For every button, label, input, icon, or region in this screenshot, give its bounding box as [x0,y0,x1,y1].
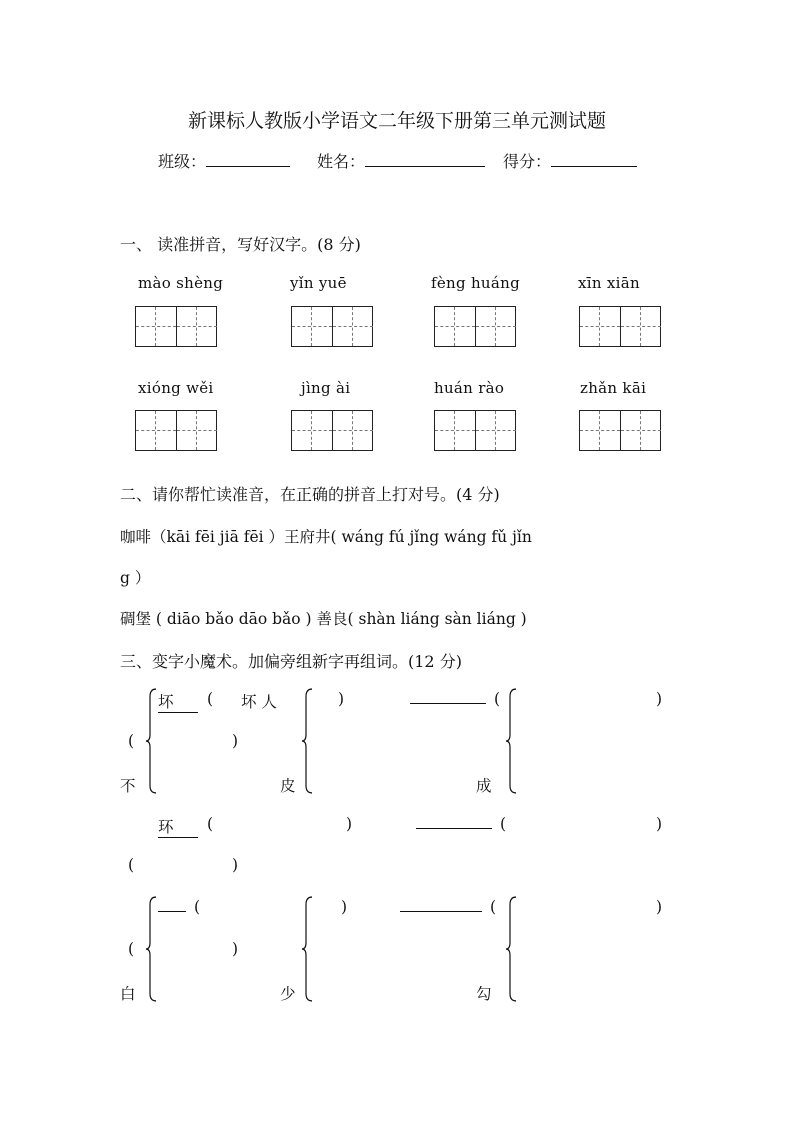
char-blank[interactable] [410,690,486,708]
left-brace [301,896,313,1002]
writing-grid[interactable] [579,410,661,451]
name-blank[interactable] [365,151,485,167]
char-blank[interactable]: 环 [158,815,198,838]
section1-heading: 一、 读准拼音，写好汉字。(8 分) [120,235,361,254]
close-paren: ) [656,815,663,833]
open-paren: ( [207,815,214,833]
close-paren: ) [341,898,348,916]
question-line: 咖啡（kāi fēi jiā fēi ）王府井( wáng fú jǐng wáng fǔ jǐn [120,528,532,546]
open-paren: ( [128,732,135,750]
char-blank[interactable] [400,898,482,916]
score-label: 得分： [503,152,552,171]
writing-grid[interactable] [579,306,661,347]
char-blank[interactable]: 坏 [158,690,198,713]
writing-grid[interactable] [135,306,217,347]
pinyin-label: fèng huáng [431,274,520,292]
root-char: 勾 [476,985,492,1003]
name-field [317,149,485,172]
left-brace [301,688,313,794]
left-brace [505,688,517,794]
question-line: 碉堡 ( diāo bǎo dāo bǎo ) 善良( shàn liáng sàn liáng ) [120,610,527,628]
writing-grid[interactable] [434,306,516,347]
score-blank[interactable] [551,151,637,167]
open-paren: ( [494,690,501,708]
class-field [158,149,290,172]
open-paren: ( [128,940,135,958]
root-char: 成 [476,777,492,795]
question-line-wrap: g ） [120,569,151,587]
open-paren: ( [500,815,507,833]
pinyin-label: mào shèng [138,274,224,292]
char-blank[interactable] [158,898,186,916]
pinyin-label: huán rào [434,379,505,397]
writing-grid[interactable] [135,410,217,451]
close-paren: ) [656,898,663,916]
pinyin-label: jìng ài [301,379,351,397]
open-paren: ( [194,898,201,916]
close-paren: ) [656,690,663,708]
score-field [503,149,637,172]
word-answer: 坏 人 [241,693,277,711]
section3-heading: 三、变字小魔术。加偏旁组新字再组词。(12 分) [120,652,462,671]
writing-grid[interactable] [434,410,516,451]
left-brace [145,896,157,1002]
writing-grid[interactable] [291,410,373,451]
close-paren: ) [346,815,353,833]
left-brace [505,896,517,1002]
close-paren: ) [232,732,239,750]
close-paren: ) [232,856,239,874]
page-title: 新课标人教版小学语文二年级下册第三单元测试题 [187,110,606,132]
close-paren: ) [232,940,239,958]
pinyin-label: zhǎn kāi [580,379,647,397]
open-paren: ( [128,856,135,874]
close-paren: ) [338,690,345,708]
char-blank[interactable] [416,815,492,833]
root-char: 不 [120,777,136,795]
pinyin-label: xīn xiān [578,274,640,292]
open-paren: ( [490,898,497,916]
open-paren: ( [207,690,214,708]
pinyin-label: yǐn yuē [290,274,347,292]
root-char: 白 [120,985,136,1003]
class-blank[interactable] [206,151,290,167]
pinyin-label: xióng wěi [138,379,214,397]
name-label: 姓名： [317,152,366,171]
root-char: 少 [280,985,296,1003]
section2-heading: 二、请你帮忙读准音，在正确的拼音上打对号。(4 分) [120,485,500,504]
root-char: 皮 [280,777,296,795]
class-label: 班级： [158,152,207,171]
writing-grid[interactable] [291,306,373,347]
left-brace [145,688,157,794]
